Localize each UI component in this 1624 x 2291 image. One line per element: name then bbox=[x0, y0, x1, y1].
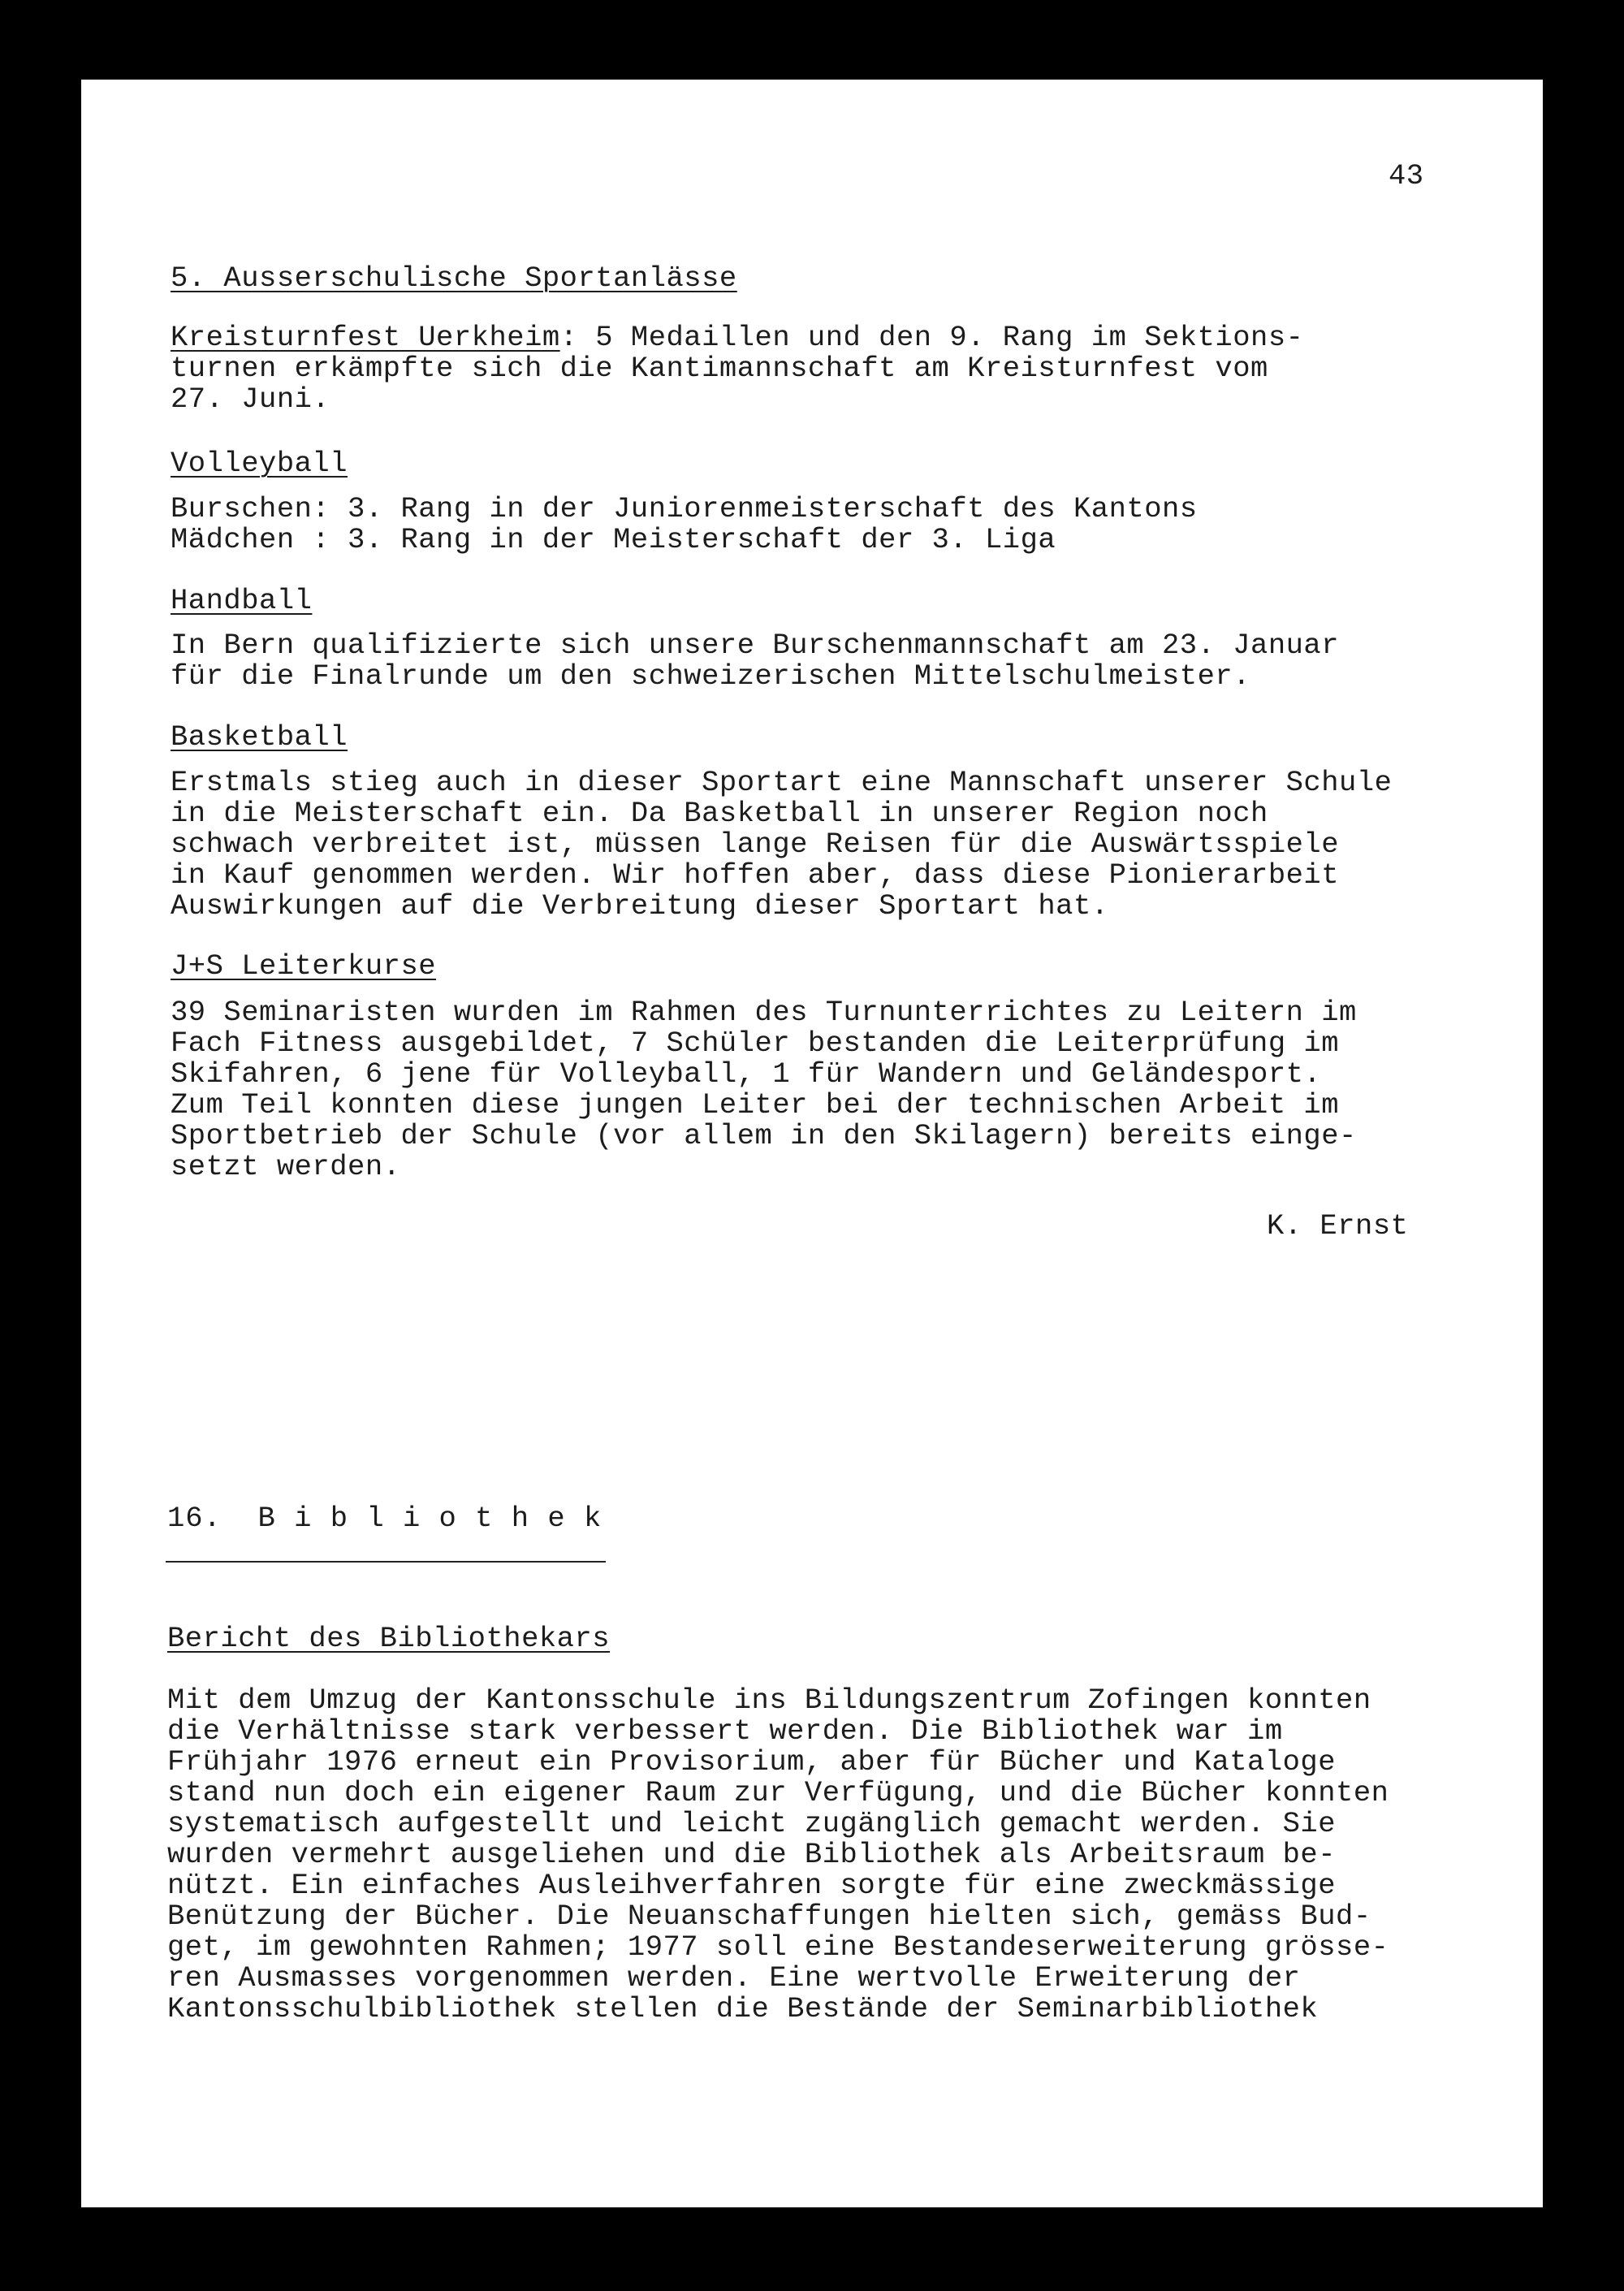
text-line: In Bern qualifizierte sich unsere Burschenmannschaft am 23. Januar bbox=[171, 629, 1340, 662]
text-line: 39 Seminaristen wurden im Rahmen des Turnunterrichtes zu Leitern im bbox=[171, 996, 1357, 1029]
text-line: Mädchen : 3. Rang in der Meisterschaft der 3. Liga bbox=[171, 523, 1056, 556]
text-line: Zum Teil konnten diese jungen Leiter bei der technischen Arbeit im bbox=[171, 1088, 1340, 1122]
text-line: Burschen: 3. Rang in der Juniorenmeisterschaft des Kantons bbox=[171, 492, 1198, 525]
text-line: Kantonsschulbibliothek stellen die Bestände der Seminarbibliothek bbox=[167, 1992, 1319, 2025]
subheading-handball: Handball bbox=[171, 584, 313, 617]
text-line: in Kauf genommen werden. Wir hoffen aber, dass diese Pionierarbeit bbox=[171, 858, 1340, 892]
text-line: in die Meisterschaft ein. Da Basketball in unserer Region noch bbox=[171, 797, 1268, 830]
text-line: nützt. Ein einfaches Ausleihverfahren sorgte für eine zweckmässige bbox=[167, 1869, 1337, 1902]
text-line: Frühjahr 1976 erneut ein Provisorium, aber für Bücher und Kataloge bbox=[167, 1745, 1337, 1779]
text-line: 27. Juni. bbox=[171, 383, 330, 416]
text-line: Mit dem Umzug der Kantonsschule ins Bildungszentrum Zofingen konnten bbox=[167, 1684, 1371, 1717]
text-line: ren Ausmasses vorgenommen werden. Eine wertvolle Erweiterung der bbox=[167, 1961, 1301, 1995]
subheading-volleyball: Volleyball bbox=[171, 447, 348, 480]
subheading-basketball: Basketball bbox=[171, 720, 348, 754]
text-line: Sportbetrieb der Schule (vor allem in den Skilagern) bereits einge- bbox=[171, 1119, 1357, 1152]
subheading-kreisturnfest: Kreisturnfest Uerkheim bbox=[171, 321, 560, 354]
section-heading-sport: 5. Ausserschulische Sportanlässe bbox=[171, 262, 737, 295]
text-line: systematisch aufgestellt und leicht zugänglich gemacht werden. Sie bbox=[167, 1807, 1337, 1840]
document-page bbox=[81, 80, 1543, 2207]
text-line: schwach verbreitet ist, müssen lange Reisen für die Auswärtsspiele bbox=[171, 828, 1340, 861]
text-line: stand nun doch ein eigener Raum zur Verfügung, und die Bücher konnten bbox=[167, 1776, 1389, 1809]
text-line: setzt werden. bbox=[171, 1150, 401, 1183]
text-line: für die Finalrunde um den schweizerischen Mittelschulmeister. bbox=[171, 659, 1251, 693]
subheading-js-leiterkurse: J+S Leiterkurse bbox=[171, 949, 437, 983]
section-heading-bibliothek: 16. B i b l i o t h e k bbox=[167, 1502, 603, 1535]
text-line: Kreisturnfest Uerkheim: 5 Medaillen und den 9. Rang im Sektions- bbox=[171, 321, 1304, 354]
text-line: die Verhältnisse stark verbessert werden. Die Bibliothek war im bbox=[167, 1714, 1283, 1748]
text-line: Skifahren, 6 jene für Volleyball, 1 für Wandern und Geländesport. bbox=[171, 1057, 1322, 1091]
page-number: 43 bbox=[1389, 159, 1424, 192]
author-signature: K. Ernst bbox=[1267, 1209, 1409, 1243]
text-line: Benützung der Bücher. Die Neuanschaffungen hielten sich, gemäss Bud- bbox=[167, 1900, 1371, 1933]
text-line: get, im gewohnten Rahmen; 1977 soll eine Bestandeserweiterung grösse- bbox=[167, 1930, 1389, 1964]
text-line: Erstmals stieg auch in dieser Sportart eine Mannschaft unserer Schule bbox=[171, 766, 1393, 799]
text-line: turnen erkämpfte sich die Kantimannschaft am Kreisturnfest vom bbox=[171, 352, 1268, 385]
heading-rule bbox=[166, 1561, 606, 1563]
text-line: wurden vermehrt ausgeliehen und die Bibliothek als Arbeitsraum be- bbox=[167, 1838, 1337, 1871]
text-line: Auswirkungen auf die Verbreitung dieser Sportart hat. bbox=[171, 889, 1109, 923]
text-line: Fach Fitness ausgebildet, 7 Schüler bestanden die Leiterprüfung im bbox=[171, 1027, 1340, 1060]
subheading-bericht: Bericht des Bibliothekars bbox=[167, 1622, 611, 1655]
